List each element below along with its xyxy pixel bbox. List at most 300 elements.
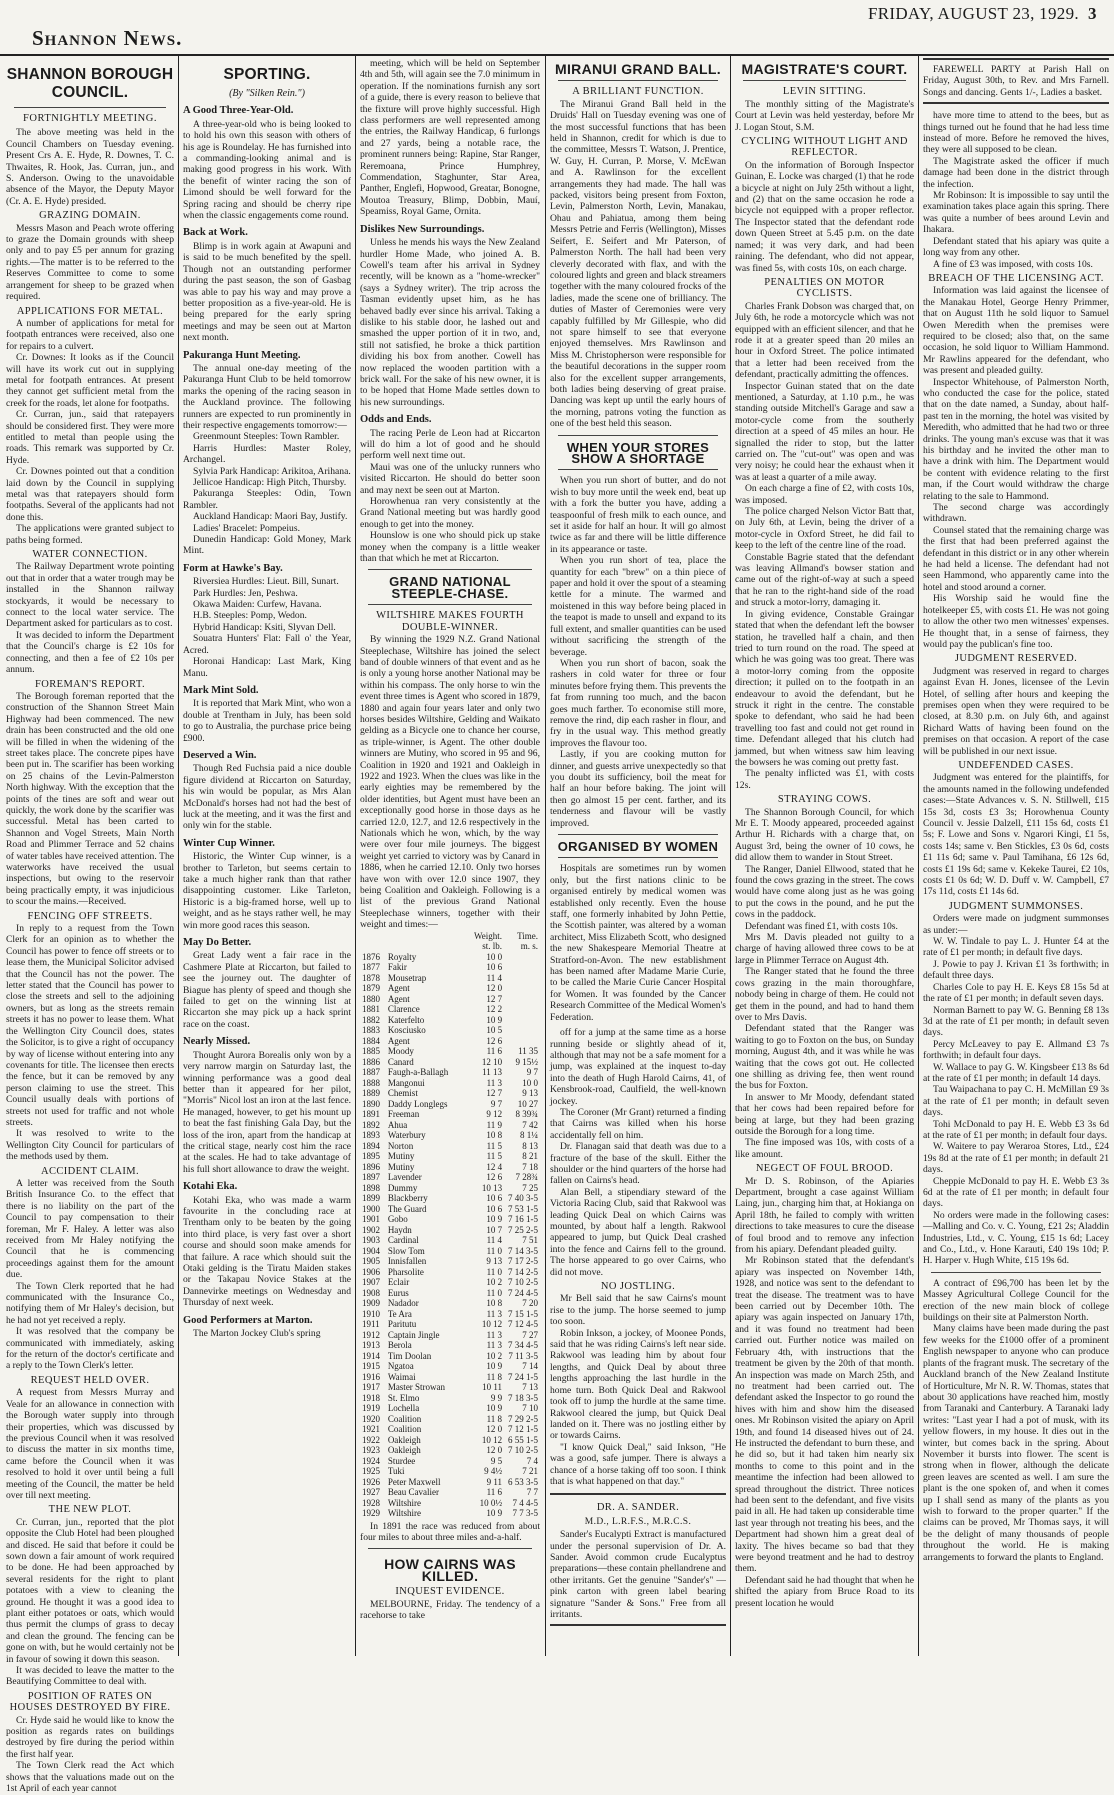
table-row — [360, 983, 540, 994]
paragraph: Kotahi Eka, who was made a warm favourite in the concluding race at Trentham only to be beaten by the going into third place, is very fast over a short course and should soon make amends for that failure. A race which should suit the Otaki gelding is the Tiratu Maiden stakes or the Takapau Novice Stakes at the Dannevirke meetings on Wednesday and Thursday of next week. — [183, 1194, 351, 1309]
paragraph: It was resolved that the company be communicated with immediately, asking for the return of the doctor's certificate and a reply to the Town Clerk's letter. — [6, 1326, 174, 1372]
time-cell: 7 25 — [522, 1182, 538, 1193]
paragraph: It was decided to inform the Department that the Council's charge is £2 10s for connecting, and then a fee of £2 10s per annum. — [6, 629, 174, 676]
time-cell: 7 16 1-5 — [508, 1214, 538, 1225]
divider — [558, 857, 718, 858]
paragraph: Okawa Maiden: Curfew, Havana. — [193, 599, 322, 611]
paragraph: Norman Barnett to pay W. G. Benning £8 13s 3d at the rate of £1 per month; in default seven days. — [923, 1004, 1109, 1039]
sander-advertisement — [550, 1493, 726, 1626]
subhead-grand-national: WILTSHIRE MAKES FOURTH DOUBLE-WINNER. — [376, 610, 524, 633]
table-row — [360, 1067, 540, 1078]
paragraph: The Railway Department wrote pointing out that in order that a water trough may be installed in the Shannon railway stockyards, it would be necessary to connect to the local water service. The Department asked for particulars as to cost. — [6, 561, 174, 630]
weight-cell: 10 12 — [481, 1434, 503, 1445]
paragraph: It is reported that Mark Mint, who won a double at Trentham in July, has been sold to go to Australia, the purchase price being £900. — [183, 698, 351, 744]
year-cell: 1889 — [362, 1088, 380, 1099]
paragraph: The Town Clerk reported that he had communicated with the Insurance Co., notifying them of Mr Haley's decision, but he had not yet received a reply. — [6, 1280, 174, 1326]
time-cell: 7 42 — [522, 1119, 538, 1130]
paragraph: Maui was one of the unlucky runners who visited Riccarton. He should do better soon and may next be seen out at Marton. — [360, 461, 540, 496]
horse-cell: Berola — [387, 1340, 412, 1351]
paper-name: Shannon News. — [32, 26, 183, 50]
paragraph: A letter was received from the South British Insurance Co. to the effect that there is no liability on the part of the Council to pay compensation to their foreman, Mr F. Haley. A letter was also received from Mr Haley notifying the Council that he is commencing proceedings against them for the amount due. — [6, 1177, 174, 1281]
section-heading: JUDGMENT SUMMONSES. — [948, 900, 1084, 912]
section-heading: Odds and Ends. — [360, 414, 432, 426]
time-cell: 7 25 2-5 — [508, 1224, 538, 1235]
weight-cell: 11 8 — [486, 1413, 503, 1424]
article-sections — [183, 105, 351, 1339]
divider — [368, 569, 532, 570]
paragraph: The penalty inflicted was £1, with costs 12s. — [735, 768, 914, 791]
section-heading: POSITION OF RATES ON HOUSES DESTROYED BY FIRE. — [9, 1690, 171, 1714]
table-row — [360, 1477, 540, 1488]
time-cell: 9 7 — [526, 1067, 538, 1078]
table-row — [360, 1466, 540, 1477]
horse-cell: Daddy Longlegs — [387, 1098, 448, 1109]
year-cell: 1898 — [362, 1182, 380, 1193]
farewell-text: FAREWELL PARTY at Parish Hall on Friday, August 30th, to Rev. and Mrs Farnell. Songs and dancing. Gents 1/-, Ladies a basket. — [923, 64, 1109, 98]
heading-no-jostling: NO JOSTLING. — [600, 1281, 676, 1293]
table-row — [360, 1130, 540, 1141]
table-row — [360, 1393, 540, 1404]
time-cell — [504, 1036, 540, 1047]
table-row — [360, 1057, 540, 1068]
paragraph: The Town Clerk read the Act which shows that the valuations made out on the 1st April of each year cannot — [6, 1760, 174, 1795]
paragraph: The above meeting was held in the Council Chambers on Tuesday evening. Present Crs A. E. Hyde, R. Downes, T. C. Thwaites, R. Hook, Jas. Curran, jun., and S. Anderson. Owing to the unavoidable absence of the Mayor, the Deputy Mayor (Cr. A. E. Hyde) presided. — [6, 127, 174, 207]
time-cell: 7 20 — [522, 1298, 538, 1309]
year-cell: 1918 — [362, 1392, 380, 1403]
weight-cell: 10 9 — [486, 1403, 503, 1414]
paragraph: The police charged Nelson Victor Batt that, on July 6th, at Levin, being the driver of a motor-cycle in Oxford Street, he did fail to keep to the left of the centre line of the road. — [735, 506, 914, 552]
year-cell: 1919 — [362, 1403, 380, 1414]
issue-date: FRIDAY, AUGUST 23, 1929. — [868, 4, 1079, 23]
section-heading: UNDEFENDED CASES. — [958, 759, 1074, 771]
year-cell: 1901 — [362, 1214, 380, 1225]
paragraph: Many claims have been made during the past few weeks for the £1000 offer of a prominent English newspaper to anyone who can produce plants of the fragrant musk. The secretary of the Auckland branch of the New Zealand Institute of Horticulture, Mr N. R. W. Thomas, states that about 30 applications have reached him, mostly from Taranaki and Canterbury. A Taranaki lady writes: "Last year I had a pot of musk, with its yellow flowers, in my house. It dies out in the winter, but comes back in the spring. About November it bursts into flower. The scent is strong when in flower, although the delicate green leaves are scented as well. I am sure the plant is the one spoken of, and when it comes up I shall send as many of the plants as you wish to forward to the proper quarter." If the claims can be proved, Mr Thomas says, it will be the delight of many thousands of people throughout the world. He is making arrangements to forward the plants to England. — [923, 1323, 1109, 1563]
time-cell: 9 15½ — [515, 1056, 538, 1067]
paragraph: On the information of Borough Inspector Guinan, E. Locke was charged (1) that he rode a bicycle at night on July 25th without a light, and (2) that on the same occasion he rode a bicycle not equipped with a proper reflector. The Inspector stated that the defendant rode down Queen Street at 5.45 p.m. on the date named; it was very dark, and had been raining. The defendant, who did not appear, was fined 5s, with costs 10s, on each charge. — [735, 159, 914, 274]
weight-cell: 11 6 — [486, 1046, 503, 1057]
paragraph: A three-year-old who is being looked to to hold his own this season with others of his age is Roundelay. He has furnished into a commanding-looking animal and is making good progress in his work. With the benefit of winter racing the son of Limond should be well forward for the Spring racing and should be cherry ripe when the classic engagements come round. — [183, 118, 351, 222]
paragraph: Lastly, if you are cooking mutton for dinner, and guests arrive unexpectedly so that you doubt its sufficiency, boil the meat for half an hour before baking. The joint will then go almost 15 per cent. farther, and its tenderness and flavour will be vastly improved. — [550, 749, 726, 829]
weight-cell: 10 7 — [486, 1224, 503, 1235]
byline: (By "Silken Rein.") — [229, 88, 305, 99]
year-cell: 1926 — [362, 1476, 380, 1487]
article-sections — [360, 224, 540, 565]
article-sections — [735, 136, 914, 1609]
year-cell: 1909 — [362, 1298, 380, 1309]
continued-text — [923, 110, 1109, 270]
time-cell: 7 24 4-5 — [508, 1287, 538, 1298]
weight-cell: 11 0 — [486, 1287, 503, 1298]
time-cell: 7 18 — [522, 1161, 538, 1172]
section-heading: ACCIDENT CLAIM. — [41, 1165, 139, 1177]
paragraph: Alan Bell, a stipendiary steward of the Victoria Racing Club, said that Rakwool was leading Quick Deal on which Cairns was mounted, by about half a length. Rakwool appeared to jump, but Quick Deal crashed into the fence and Cairns fell to the ground. The horse appeared to go over Cairns, who did not move. — [550, 1186, 726, 1278]
headline-magistrates-court: MAGISTRATE'S COURT. — [741, 61, 908, 77]
weight-cell: 9 5 — [490, 1455, 503, 1466]
subhead-inquest: INQUEST EVIDENCE. — [395, 1586, 505, 1598]
time-cell: 8 1¼ — [520, 1130, 538, 1141]
table-row — [360, 1403, 540, 1414]
section-heading: Nearly Missed. — [183, 1036, 251, 1048]
time-cell: 7 4 4-5 — [512, 1497, 538, 1508]
paragraph: have more time to attend to the bees, but as things turned out he found that he had less time instead of more. Before he removed the hives, they were all supposed to be clean. — [923, 110, 1109, 156]
paragraph: The racing Perle de Leon had at Riccarton will do him a lot of good and he should perform well next time out. — [360, 427, 540, 462]
paragraph: Information was laid against the licensee of the Manakau Hotel, George Henry Primmer, that on August 11th he sold liquor to Samuel Owen Meredith when the premises were required to be closed; also that, on the same occasion, he sold liquor to William Hammond. Mr Rawlins appeared for the defendant, who was present and pleaded guilty. — [923, 285, 1109, 377]
section-heading: NEGECT OF FOUL BROOD. — [755, 1163, 894, 1175]
table-row — [360, 1445, 540, 1456]
year-cell: 1912 — [362, 1329, 380, 1340]
time-cell: 7 13 — [522, 1382, 538, 1393]
table-row — [360, 1424, 540, 1435]
horse-cell: Innisfallen — [387, 1256, 427, 1267]
paragraph: Ladies' Bracelet: Pompeius. — [193, 522, 300, 534]
table-row — [360, 1151, 540, 1162]
section-heading: BREACH OF THE LICENSING ACT. — [928, 272, 1104, 284]
paragraph: A request from Messrs Murray and Veale for an allowance in connection with the Borough water supply into through their properties, which was discussed by the previous Council when it was resolved to discuss the matter in six months time, came before the Council when it was resolved to hold it over until being a full meeting of the Council, the matter be held over till next meeting. — [6, 1387, 174, 1501]
paragraph: "I know Quick Deal," said Inkson, "He was a good, safe jumper. There is always a chance of a horse taking off too soon. I think that is what happened on that day." — [550, 1441, 726, 1487]
table-row — [360, 1319, 540, 1330]
paragraph: The Shannon Borough Council, for which Mr E. T. Moody appeared, proceeded against Arthur H. Richards with a charge that, on August 3rd, being the owner of 10 cows, he did allow them to wander in Stout Street. — [735, 806, 914, 864]
ad-text: Sander's Eucalypti Extract is manufactured under the personal supervision of Dr. A. Sander. Avoid common crude Eucalyptus preparations—these contain phellandrene and other irritants. Get the genuine "Sander's" —pink carton with green label bearing signature "Sander & Sons." Free from all irritants. — [550, 1529, 726, 1620]
time-unit: m. s. — [520, 941, 538, 952]
paragraph: The annual one-day meeting of the Pakuranga Hunt Club to be held tomorrow marks the opening of the racing season in the Auckland province. The following runners are expected to run prominently in their respective engagements tomorrow:— — [183, 362, 351, 431]
continued-text — [360, 58, 540, 218]
paragraph: Orders were made on judgment summonses as under:— — [923, 913, 1109, 936]
horse-cell: Coalition — [387, 1413, 422, 1424]
paragraph: The Miranui Grand Ball held in the Druids' Hall on Tuesday evening was one of the most successful functions that has been held in Shannon, credit for which is due to the committee, Messrs T. Watson, J. Prentice, W. Guy, H. Curran, P. Morse, V. McEwan and A. Rawlinson for the excellent arrangements they had made. The hall was packed, visitors being present from Foxton, Levin, Palmerston North, Levin, Manakau, Ohau and Pahiatua, among them being Messrs Petrie and Ferris (Wellington), Misses Seifert, E. Seifert and Mr Paterson, of Palmerston North. The hall had been very cleverly decorated with flax, and with the coloured lights and green and black streamers together with the many coloured frocks of the ladies, made the scene one of brilliancy. The duties of Master of Ceremonies were very capably fulfilled by Mr Gillespie, who did not spare himself to see that everyone enjoyed themselves. Mrs Rawlinson and Miss M. Christopherson were responsible for the beautiful decorations in the supper room also for the excellent supper arrangements, both ladies being deserving of great praise. Dancing was kept up until the early hours of the morning, patrons voting the function as one of the best held this season. — [550, 98, 726, 430]
horse-cell: Waimai — [387, 1371, 416, 1382]
weight-cell: 11 3 — [486, 1077, 503, 1088]
year-cell: 1916 — [362, 1371, 380, 1382]
divider — [558, 834, 718, 835]
weight-cell: 10 9 — [486, 1214, 503, 1225]
weight-cell: 10 8 — [486, 1130, 503, 1141]
horse-cell: Lavender — [387, 1172, 422, 1183]
paragraph: Tohi McDonald to pay H. E. Webb £3 3s 6d at the rate of £1 per month; in default four days. — [923, 1118, 1109, 1141]
ad-title: M.D., L.R.F.S., M.R.C.S. — [584, 1516, 692, 1527]
paragraph: Defendant stated that the Ranger was waiting to go to Foxton on the bus, on Sunday morning, August 4th, and it was while he was waiting that the cows got out. He collected one shilling as driving fee, then went round the bus for Foxton. — [735, 1023, 914, 1092]
horse-cell: Sturdee — [387, 1455, 416, 1466]
year-cell: 1902 — [362, 1224, 380, 1235]
time-header: Time. — [517, 930, 538, 941]
paragraph: Charles Frank Dobson was charged that, on July 6th, he rode a motorcycle which was not equipped with an efficient silencer, and that he rode it at a greater speed than 20 miles an hour in Oxford Street. The police intimated that a letter had been received from the defendant, practically admitting the offences. — [735, 300, 914, 381]
headline-stores: WHEN YOUR STORES SHOW A SHORTAGE — [566, 439, 710, 466]
year-cell: 1900 — [362, 1203, 380, 1214]
weight-cell: 10 6 — [486, 962, 503, 973]
paragraph: His Worship said he would fine the hotelkeeper £5, with costs £1. He was not going to allow the other two men witnesses' expenses. He thought that, in a sense of fairness, they would pay the publican's fine too. — [923, 593, 1109, 650]
horse-cell: St. Elmo — [387, 1392, 420, 1403]
year-cell: 1894 — [362, 1140, 380, 1151]
time-cell: 8 13 — [522, 1140, 538, 1151]
paragraph: It was resolved to write to the Wellington City Council for particulars of the methods used by them. — [6, 1128, 174, 1163]
section-heading: GRAZING DOMAIN. — [39, 210, 141, 222]
time-cell: 7 18 3-5 — [508, 1392, 538, 1403]
year-cell: 1879 — [362, 983, 380, 994]
table-row — [360, 1183, 540, 1194]
paragraph: Defendant stated that his apiary was quite a long way from any other. — [923, 235, 1109, 259]
weight-cell: 9 11 — [486, 1476, 503, 1487]
paragraph: Mrs M. Davis pleaded not guilty to a charge of having allowed three cows to be at large in Plimmer Terrace on August 4th. — [735, 932, 914, 966]
horse-cell: Eclair — [387, 1277, 410, 1288]
horse-cell: Lochella — [387, 1403, 420, 1414]
year-cell: 1903 — [362, 1235, 380, 1246]
horse-cell: Faugh-a-Ballagh — [387, 1067, 449, 1078]
column-rule — [355, 56, 356, 1656]
paragraph: Inspector Guinan stated that on the date mentioned, a Saturday, at 1.10 p.m., he was standing outside Mitchell's Garage and saw a motor-cycle come from the southerly direction at a speed of 45 miles an hour. He signalled the rider to stop, but the latter carried on. The "cut-out" was open and was very noisy; he could hear the exhaust when it was at least a quarter of a mile away. — [735, 380, 914, 483]
horse-cell: Moody — [387, 1046, 414, 1057]
year-cell: 1883 — [362, 1025, 380, 1036]
paragraph: The applications were granted subject to paths being formed. — [6, 523, 174, 546]
paragraph: Auckland Handicap: Maori Bay, Justify. — [193, 511, 348, 523]
year-cell: 1882 — [362, 1014, 380, 1025]
time-cell: 7 12 4-5 — [508, 1319, 538, 1330]
table-row — [360, 1508, 540, 1519]
section-heading: Dislikes New Surroundings. — [360, 223, 485, 235]
year-cell: 1886 — [362, 1056, 380, 1067]
paragraph: Dunedin Handicap: Gold Money, Mark Mint. — [183, 534, 351, 557]
horse-cell: Nadador — [387, 1298, 419, 1309]
paragraph: The Borough foreman reported that the construction of the Shannon Street Main Highway had been commenced. The new drain has been constructed and the old one will be filled in when the widening of the street takes place. The concrete pipes have been put in. The scarifier has been working on 25 chains of the Levin-Palmerston North highway. With the exception that the points of the tines are soft and wear out quickly, the work done by the scarifier was successful. Metal has been carted to Shannon and Vogel Streets, Main North Road and Plimmer Terrace and 52 chains of water tables have received attention. The waterworks have received the usual inspections, but owing to the reservoir being practically empty, it was injudicious to scour the mains.—Received. — [6, 690, 174, 908]
year-cell: 1893 — [362, 1130, 380, 1141]
horse-cell: Te Ara — [387, 1308, 412, 1319]
weight-cell: 11 5 — [486, 1140, 503, 1151]
time-cell: 8 21 — [522, 1151, 538, 1162]
horse-cell: Kosciusko — [387, 1025, 426, 1036]
table-row — [360, 994, 540, 1005]
jostling-text — [550, 1293, 726, 1487]
table-row — [360, 1109, 540, 1120]
paragraph: H.B. Steeples: Pomp, Wedon. — [193, 610, 307, 622]
weight-cell: 12 7 — [486, 993, 503, 1004]
year-cell: 1908 — [362, 1287, 380, 1298]
year-cell: 1884 — [362, 1035, 380, 1046]
weight-cell: 11 3 — [486, 1329, 503, 1340]
intro — [6, 127, 174, 207]
paragraph: The Ranger stated that he found the three cows grazing in the main thoroughfare, nobody being in charge of them. He could not get them in the pound, and had to hand them over to Mrs Davis. — [735, 966, 914, 1023]
section-heading: May Do Better. — [183, 937, 252, 949]
table-row — [360, 962, 540, 973]
year-cell: 1922 — [362, 1434, 380, 1445]
time-cell: 7 11 3-5 — [508, 1350, 538, 1361]
time-cell: 7 4 — [526, 1455, 538, 1466]
horse-cell: Paritutu — [387, 1319, 417, 1330]
paragraph: W. W. Tindale to pay L. J. Hunter £4 at the rate of £1 per month; in default five days. — [923, 936, 1109, 959]
year-cell: 1920 — [362, 1413, 380, 1424]
year-cell: 1917 — [362, 1382, 380, 1393]
time-cell: 7 12 1-5 — [508, 1424, 538, 1435]
divider — [368, 604, 532, 605]
paragraph: Unless he mends his ways the New Zealand hurdler Home Made, who joined A. B. Cowell's team after his arrival in Sydney recently, will be known as a "home-wrecker" (says a Sydney writer). The trip across the Tasman evidently upset him, as he has behaved badly ever since his arrival. Taking a dislike to his stable door, he lashed out and smashed the upper portion of it in two, and, still not satisfied, he broke a thick partition dividing his box from another. Cowell has now replaced the wooden partition with a brick wall. For the sake of his new owner, it is to be hoped that Home Made settles down to his new surroundings. — [360, 237, 540, 408]
weight-cell: 12 0 — [486, 983, 503, 994]
time-cell: 7 27 — [522, 1329, 538, 1340]
paragraph: In reply to a request from the Town Clerk for an opinion as to whether the Council has power to fence off streets or to lease them, the Municipal Solicitor advised that the Council has not the power. The letter stated that the Council has power to close the streets and sell to the adjoining owners, but as long as the streets remain streets it has no power to lease them. What the Wellington City Council does, states the Solicitor, is to give a right of occupancy by way of license without entering into any covenants for title. The licensee then erects the fence, but it can be removed by any person claiming to use the street. This Council usually deals with portions of streets not used for traffic and not whole streets. — [6, 923, 174, 1128]
weight-cell: 10 2 — [486, 1277, 503, 1288]
section-heading: REQUEST HELD OVER. — [30, 1374, 150, 1386]
weight-cell: 10 2 — [486, 1350, 503, 1361]
table-row — [360, 1256, 540, 1267]
page-number: 3 — [1088, 4, 1097, 23]
horse-cell: Royalty — [387, 951, 417, 962]
table-row — [360, 1246, 540, 1257]
horse-cell: Freeman — [387, 1109, 420, 1120]
year-cell: 1892 — [362, 1119, 380, 1130]
time-cell — [504, 1004, 540, 1015]
divider — [558, 80, 718, 81]
table-row — [360, 1193, 540, 1204]
paragraph: Defendant was fined £1, with costs 10s. — [745, 920, 898, 932]
weight-cell: 12 7 — [486, 1088, 503, 1099]
table-row — [360, 1267, 540, 1278]
paragraph: Mr Robinson: It is impossible to say until the examination takes place again this spring. There was quite a number of bees around Levin and Ihakara. — [923, 190, 1109, 236]
horse-cell: Peter Maxwell — [387, 1476, 441, 1487]
divider — [558, 469, 718, 470]
weight-cell: 11 3 — [486, 1308, 503, 1319]
weight-cell: 12 0 — [486, 1424, 503, 1435]
horse-cell: Norton — [387, 1140, 414, 1151]
horse-cell: Tim Doolan — [387, 1350, 432, 1361]
weight-cell: 9 12 — [486, 1109, 503, 1120]
weight-cell: 11 6 — [486, 1487, 503, 1498]
headline-miranui-ball: MIRANUI GRAND BALL. — [555, 61, 721, 77]
table-row — [360, 1361, 540, 1372]
column-court-continued — [923, 58, 1109, 1654]
horse-cell: Eurus — [387, 1287, 409, 1298]
paragraph: off for a jump at the same time as a horse running beside or slightly ahead of it, although that may not be a safe moment for a jump, was explained at the inquest to-day into the death of Hugh Harold Cairns, 41, of Kensbrook-road, Caulfield, the well-known jockey. — [550, 1027, 726, 1107]
news-items — [923, 1278, 1109, 1563]
weight-cell: 12 6 — [486, 1172, 503, 1183]
paragraph: A number of applications for metal for footpath entrances were received, also one for repairs to a culvert. — [6, 317, 174, 352]
year-cell: 1927 — [362, 1487, 380, 1498]
section-heading: STRAYING COWS. — [777, 794, 872, 806]
weight-cell: 12 4 — [486, 1161, 503, 1172]
time-cell: 7 14 — [522, 1361, 538, 1372]
paragraph: In answer to Mr Moody, defendant stated that her cows had been repaired before for being at large, but they had been grazing outside the Borough for a long time. — [735, 1091, 914, 1137]
year-cell: 1923 — [362, 1445, 380, 1456]
grand-national-tail: In 1891 the race was reduced from about four miles to about three miles and-a-half. — [360, 1520, 540, 1544]
weight-cell: 11 4 — [486, 972, 503, 983]
year-cell: 1921 — [362, 1424, 380, 1435]
time-cell — [504, 952, 540, 963]
year-cell: 1924 — [362, 1455, 380, 1466]
horse-cell: The Guard — [387, 1203, 427, 1214]
section-heading: WATER CONNECTION. — [32, 549, 148, 561]
farewell-notice — [923, 58, 1109, 104]
time-cell: 7 51 — [522, 1235, 538, 1246]
time-cell — [504, 983, 540, 994]
section-heading: Kotahi Eka. — [183, 1181, 238, 1193]
year-cell: 1905 — [362, 1256, 380, 1267]
horse-cell: Coalition — [387, 1424, 422, 1435]
table-row — [360, 1036, 540, 1047]
section-heading: JUDGMENT RESERVED. — [954, 653, 1078, 665]
year-cell: 1876 — [362, 951, 380, 962]
table-row — [360, 1088, 540, 1099]
table-row — [360, 1288, 540, 1299]
masthead — [0, 0, 1114, 62]
paragraph: Robin Inkson, a jockey, of Moonee Ponds, said that he was riding Cairns's left near side. Rakwool was leading him by about four lengths, and Quick Deal by about three lengths approaching the last hurdle in the home turn. Both Quick Deal and Rakwool took off to jump the hurdle at the same time. Rakwool cleared the jump, but Quick Deal landed on it. There was no jostling either by or towards Cairns. — [550, 1327, 726, 1442]
divider — [558, 435, 718, 436]
horse-cell: Ahua — [387, 1119, 408, 1130]
table-row — [360, 1099, 540, 1110]
paragraph: Great Lady went a fair race in the Cashmere Plate at Riccarton, but failed to see the journey out. The daughter of Biague has plenty of speed and though she failed to get on the winning list at Riccarton she may pick up a hack sprint race on the coast. — [183, 950, 351, 1030]
time-cell: 6 55 1-5 — [508, 1434, 538, 1445]
paragraph: Hybrid Handicap: Ksiti, Slyvan Dell. — [193, 621, 336, 633]
time-cell: 7 28¾ — [515, 1172, 538, 1183]
section-heading: Pakuranga Hunt Meeting. — [183, 349, 301, 361]
cairns-lead: MELBOURNE, Friday. The tendency of a racehorse to take — [360, 1598, 540, 1622]
divider — [743, 80, 906, 81]
year-cell: 1928 — [362, 1497, 380, 1508]
divider — [368, 1548, 532, 1549]
paragraph: Dr. Flanagan said that death was due to a fracture of the base of the skull. Either the shoulder or the hind quarters of the horse had fallen on Cairns's head. — [550, 1141, 726, 1187]
horse-cell: Oakleigh — [387, 1445, 421, 1456]
weight-header: Weight. — [474, 930, 503, 941]
masthead-rule — [0, 54, 1114, 56]
paragraph: On each charge a fine of £2, with costs 10s, was imposed. — [735, 483, 914, 506]
weight-cell: 10 9 — [486, 1014, 503, 1025]
divider — [14, 107, 166, 108]
section-heading: Back at Work. — [183, 227, 248, 239]
table-row — [360, 1340, 540, 1351]
column-borough-council — [6, 58, 174, 1795]
section-heading: Winter Cup Winner. — [183, 837, 275, 849]
year-cell: 1925 — [362, 1466, 380, 1477]
paragraph: Cr. Hyde said he would like to know the position as regards rates on buildings destroyed by fire during the period within the first half year. — [6, 1714, 174, 1760]
table-row — [360, 952, 540, 963]
table-row — [360, 1456, 540, 1467]
table-row — [360, 1141, 540, 1152]
table-row — [360, 1078, 540, 1089]
year-cell: 1887 — [362, 1067, 380, 1078]
subhead-levin-sitting: LEVIN SITTING. — [782, 86, 867, 98]
horse-cell: Mousetrap — [387, 972, 427, 983]
column-rule — [545, 56, 546, 1656]
time-cell: 7 14 3-5 — [508, 1245, 538, 1256]
paragraph: Thought Aurora Borealis only won by a very narrow margin on Saturday last, the winning performance was a good deal better than it appeared for her pilot, "Morris" Nicol lost an iron at the last fence. He managed, however, to get his mount up to beat the fast finishing Gala Day, but the loss of the iron, apart from the handicap at the critical stage, nearly cost him the race at the scales. He had to take advantage of his full short allowance to draw the weight. — [183, 1049, 351, 1175]
weight-cell: 10 0 — [486, 951, 503, 962]
winners-table — [360, 931, 540, 1519]
table-row — [360, 1382, 540, 1393]
paragraph: Judgment was entered for the plaintiffs, for the amounts named in the following undefended cases:—State Advances v. S. N. Stillwell, £15 15s 3d, costs £3 3s; Horowhenua County Council v. Jessie Dalzell, £11 15s 6d, costs £1 5s; F. Lowe and Sons v. Ngarori Kingi, £1 5s, costs 14s; same v. Ben Stickles, £3 0s 6d, costs £1 11s 6d; same v. Paul Tamihana, £6 12s 6d, costs £1 19s 6d; same v. Kekeke Taurei, £2 10s, costs £1 0s 6d; W. D. Duff v. W. Campbell, £7 17s 11d, costs £1 14s 6d. — [923, 772, 1109, 898]
subhead-function: A BRILLIANT FUNCTION. — [572, 86, 704, 98]
time-cell: 7 24 1-5 — [508, 1371, 538, 1382]
table-row — [360, 1162, 540, 1173]
table-row — [360, 1025, 540, 1036]
table-row — [360, 1435, 540, 1446]
time-cell: 10 27 — [517, 1098, 538, 1109]
divider — [931, 1272, 1101, 1273]
horse-cell: Master Strowan — [387, 1382, 446, 1393]
weight-cell: 11 8 — [486, 1371, 503, 1382]
column-magistrates-court — [735, 58, 914, 1654]
ball-text — [550, 99, 726, 430]
table-row — [360, 1414, 540, 1425]
court-intro: The monthly sitting of the Magistrate's Court at Levin was held yesterday, before Mr J. Logan Stout, S.M. — [735, 98, 914, 133]
table-row — [360, 1309, 540, 1320]
section-heading: FOREMAN'S REPORT. — [35, 678, 145, 690]
table-row — [360, 1046, 540, 1057]
year-cell: 1890 — [362, 1098, 380, 1109]
headline-organised-by-women: ORGANISED BY WOMEN — [557, 839, 719, 854]
horse-cell: Chemist — [387, 1088, 418, 1099]
table-row — [360, 1120, 540, 1131]
weight-cell: 10 5 — [486, 1025, 503, 1036]
time-cell — [504, 962, 540, 973]
paragraph: When you run short of bacon, soak the rashers in cold water for three or four minutes before frying them. This prevents the fat from running too much, and the bacon goes much farther. To economise still more, remove the rind, dip each rasher in flour, and fry in the usual way. This method greatly improves the flavour too. — [550, 657, 726, 749]
section-heading: FENCING OFF STREETS. — [27, 910, 153, 922]
horse-cell: Wiltshire — [387, 1497, 421, 1508]
section-heading: THE NEW PLOT. — [48, 1504, 132, 1516]
paragraph: Cr. Curran, jun., said that ratepayers should be considered first. They were more entitled to metal than people using the roads. This remark was supported by Cr. Hyde. — [6, 409, 174, 466]
